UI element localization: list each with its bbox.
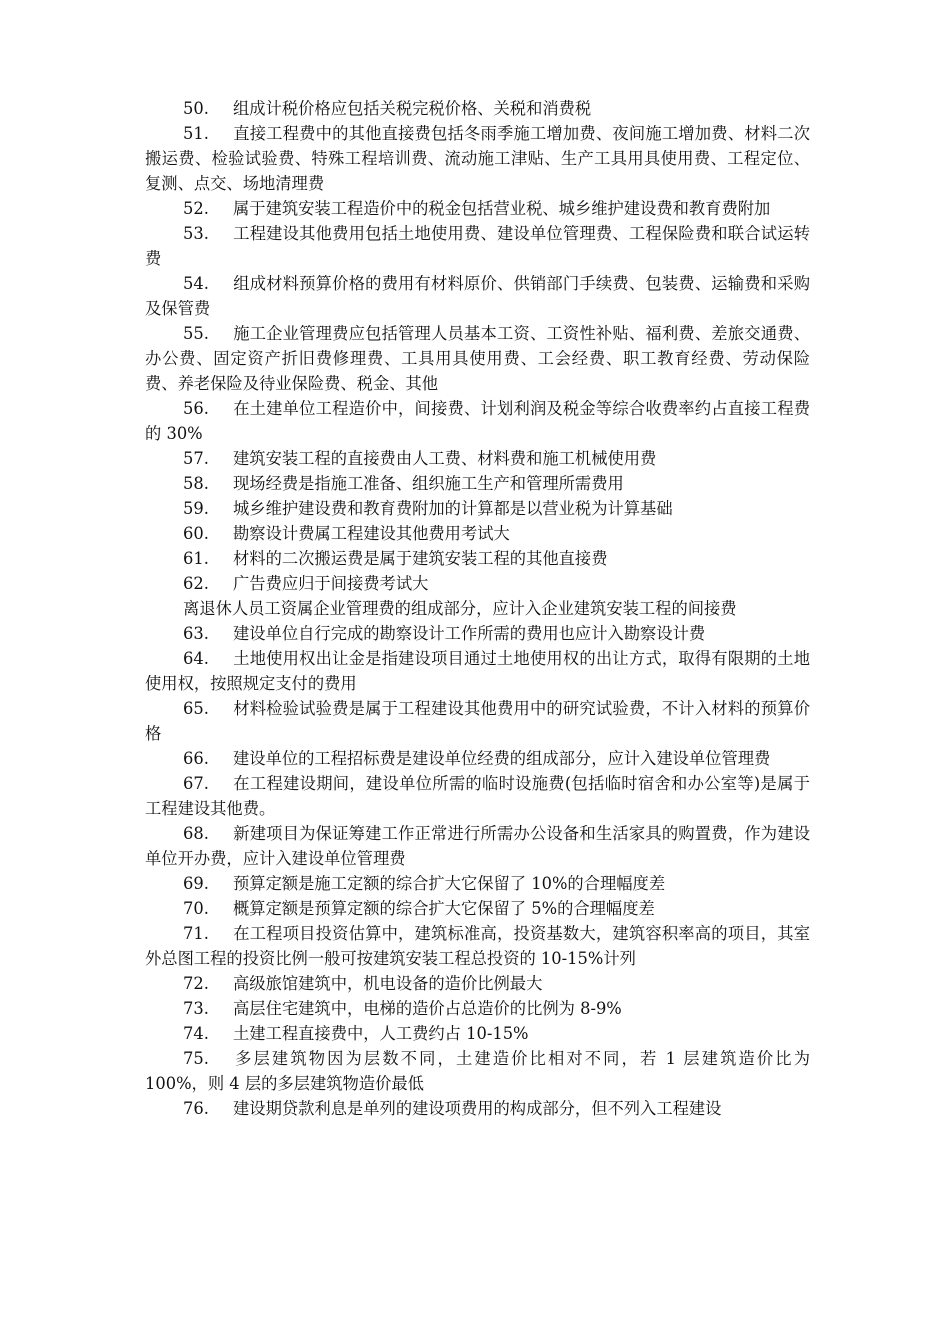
item-number: 56.: [183, 399, 209, 418]
item-number: 71.: [183, 924, 209, 943]
item-number: 60.: [183, 524, 209, 543]
item-text: 广告费应归于间接费考试大: [233, 574, 429, 593]
item-number: 61.: [183, 549, 209, 568]
item-text: 建设单位的工程招标费是建设单位经费的组成部分，应计入建设单位管理费: [233, 749, 771, 768]
item-number: 50.: [183, 99, 209, 118]
item-number: 76.: [183, 1099, 209, 1118]
item-text: 在工程建设期间，建设单位所需的临时设施费(包括临时宿舍和办公室等)是属于工程建设其他费。: [145, 774, 810, 818]
item-text: 直接工程费中的其他直接费包括冬雨季施工增加费、夜间施工增加费、材料二次搬运费、检验试验费、特殊工程培训费、流动施工津贴、生产工具用具使用费、工程定位、复测、点交、场地清理费: [145, 124, 810, 193]
list-item: [145, 196, 810, 221]
item-number: 69.: [183, 874, 209, 893]
list-item: [145, 96, 810, 121]
list-item: [145, 621, 810, 646]
list-item: [145, 496, 810, 521]
item-text: 勘察设计费属工程建设其他费用考试大: [233, 524, 510, 543]
item-text: 土建工程直接费中，人工费约占 10-15%: [233, 1024, 529, 1043]
list-item: [145, 221, 810, 271]
item-number: 55.: [183, 324, 209, 343]
item-number: 64.: [183, 649, 209, 668]
item-number: 72.: [183, 974, 209, 993]
item-text: 多层建筑物因为层数不同，土建造价比相对不同，若 1 层建筑造价比为 100%，则 4 层的多层建筑物造价最低: [145, 1049, 810, 1093]
item-number: 57.: [183, 449, 209, 468]
list-item: [145, 571, 810, 596]
item-text: 建筑安装工程的直接费由人工费、材料费和施工机械使用费: [233, 449, 657, 468]
item-text: 材料检验试验费是属于工程建设其他费用中的研究试验费，不计入材料的预算价格: [145, 699, 810, 743]
list-item: [145, 1021, 810, 1046]
item-text: 施工企业管理费应包括管理人员基本工资、工资性补贴、福利费、差旅交通费、办公费、固定资产折旧费修理费、工具用具使用费、工会经费、职工教育经费、劳动保险费、养老保险及待业保险费、税金、其他: [145, 324, 810, 393]
item-text: 组成材料预算价格的费用有材料原价、供销部门手续费、包装费、运输费和采购及保管费: [145, 274, 810, 318]
item-number: 53.: [183, 224, 209, 243]
item-text: 材料的二次搬运费是属于建筑安装工程的其他直接费: [233, 549, 608, 568]
list-item: [145, 821, 810, 871]
item-text: 组成计税价格应包括关税完税价格、关税和消费税: [233, 99, 592, 118]
item-text: 在土建单位工程造价中，间接费、计划利润及税金等综合收费率约占直接工程费的 30%: [145, 399, 810, 443]
list-item: [145, 446, 810, 471]
item-text: 城乡维护建设费和教育费附加的计算都是以营业税为计算基础: [233, 499, 673, 518]
item-number: 51.: [183, 124, 209, 143]
item-text: 概算定额是预算定额的综合扩大它保留了 5%的合理幅度差: [233, 899, 655, 918]
list-item: [145, 271, 810, 321]
item-number: 62.: [183, 574, 209, 593]
list-item: [145, 1096, 810, 1121]
item-number: 59.: [183, 499, 209, 518]
item-text: 建设期贷款利息是单列的建设项费用的构成部分，但不列入工程建设: [233, 1099, 722, 1118]
list-item: [145, 1046, 810, 1096]
item-number: 73.: [183, 999, 209, 1018]
item-number: 67.: [183, 774, 209, 793]
item-text: 属于建筑安装工程造价中的税金包括营业税、城乡维护建设费和教育费附加: [233, 199, 771, 218]
item-number: 54.: [183, 274, 209, 293]
item-number: 75.: [183, 1049, 209, 1068]
list-item: [145, 871, 810, 896]
item-text: 离退休人员工资属企业管理费的组成部分，应计入企业建筑安装工程的间接费: [183, 599, 737, 618]
list-item: [145, 521, 810, 546]
list-item: [145, 971, 810, 996]
item-number: 70.: [183, 899, 209, 918]
item-number: 58.: [183, 474, 209, 493]
list-item: [145, 471, 810, 496]
list-item: [145, 896, 810, 921]
list-item: [145, 396, 810, 446]
item-text: 预算定额是施工定额的综合扩大它保留了 10%的合理幅度差: [233, 874, 666, 893]
list-item: [145, 646, 810, 696]
item-number: 74.: [183, 1024, 209, 1043]
item-text: 工程建设其他费用包括土地使用费、建设单位管理费、工程保险费和联合试运转费: [145, 224, 810, 268]
item-text: 高层住宅建筑中，电梯的造价占总造价的比例为 8-9%: [233, 999, 622, 1018]
item-number: 66.: [183, 749, 209, 768]
list-item: [145, 996, 810, 1021]
list-item: [145, 546, 810, 571]
item-number: 68.: [183, 824, 209, 843]
list-item: [145, 746, 810, 771]
list-item: [145, 771, 810, 821]
list-item: [145, 696, 810, 746]
item-text: 在工程项目投资估算中，建筑标准高，投资基数大，建筑容积率高的项目，其室外总图工程的投资比例一般可按建筑安装工程总投资的 10-15%计列: [145, 924, 810, 968]
list-item: [145, 321, 810, 396]
item-text: 建设单位自行完成的勘察设计工作所需的费用也应计入勘察设计费: [233, 624, 706, 643]
list-item: [145, 121, 810, 196]
item-number: 52.: [183, 199, 209, 218]
item-number: 65.: [183, 699, 209, 718]
item-text: 现场经费是指施工准备、组织施工生产和管理所需费用: [233, 474, 624, 493]
item-text: 高级旅馆建筑中，机电设备的造价比例最大: [233, 974, 543, 993]
item-text: 新建项目为保证筹建工作正常进行所需办公设备和生活家具的购置费，作为建设单位开办费，应计入建设单位管理费: [145, 824, 810, 868]
list-item: [145, 596, 810, 621]
item-number: 63.: [183, 624, 209, 643]
document-body: [145, 96, 810, 1121]
list-item: [145, 921, 810, 971]
item-text: 土地使用权出让金是指建设项目通过土地使用权的出让方式，取得有限期的土地使用权，按照规定支付的费用: [145, 649, 810, 693]
